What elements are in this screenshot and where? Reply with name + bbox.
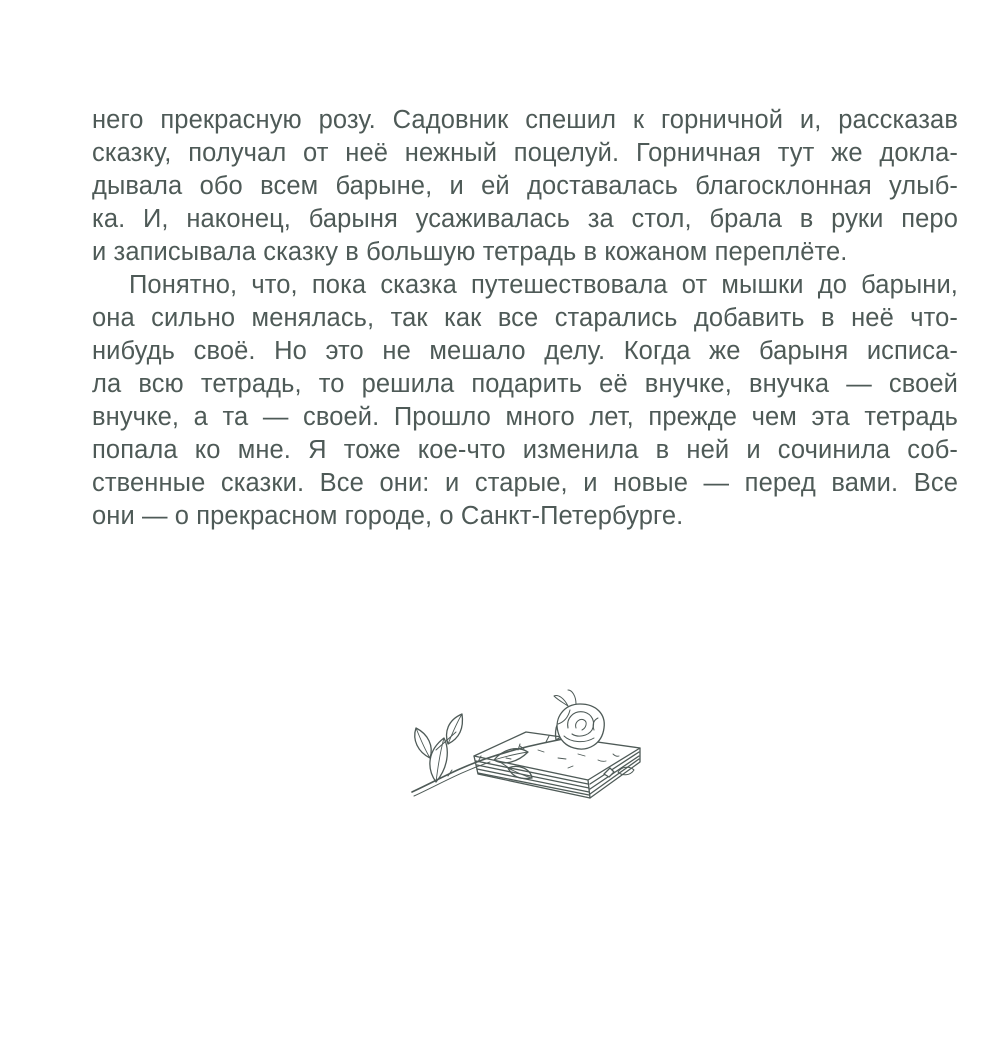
paragraph-1 <box>92 104 958 269</box>
text-line: она сильно менялась, так как все старались добавить в неё что- <box>92 304 958 332</box>
paragraph-2 <box>92 269 958 533</box>
text-line: дывала обо всем барыне, и ей доставалась благосклонная улыб- <box>92 172 958 200</box>
text-line: они — о прекрасном городе, о Санкт-Петербурге. <box>92 502 684 530</box>
rose-on-book-icon <box>408 688 644 800</box>
text-line: попала ко мне. Я тоже кое-что изменила в ней и сочинила соб- <box>92 436 958 464</box>
leaf <box>415 728 431 758</box>
text-line: ла всю тетрадь, то решила подарить её внучке, внучка — своей <box>92 370 958 398</box>
text-line: ка. И, наконец, барыня усаживалась за стол, брала в руки перо <box>92 205 958 233</box>
text-line: него прекрасную розу. Садовник спешил к горничной и, рассказав <box>92 106 958 134</box>
text-line: нибудь своё. Но это не мешало делу. Когда же барыня исписа- <box>92 337 958 365</box>
text-line: и записывала сказку в большую тетрадь в кожаном переплёте. <box>92 238 848 266</box>
rose-head <box>557 704 604 749</box>
text-line: сказку, получал от неё нежный поцелуй. Горничная тут же докла- <box>92 139 958 167</box>
text-line: внучке, а та — своей. Прошло много лет, прежде чем эта тетрадь <box>92 403 958 431</box>
text-line: ственные сказки. Все они: и старые, и новые — перед вами. Все <box>92 469 958 497</box>
text-line: Понятно, что, пока сказка путешествовала от мышки до барыни, <box>129 271 958 299</box>
body-text <box>92 104 958 533</box>
